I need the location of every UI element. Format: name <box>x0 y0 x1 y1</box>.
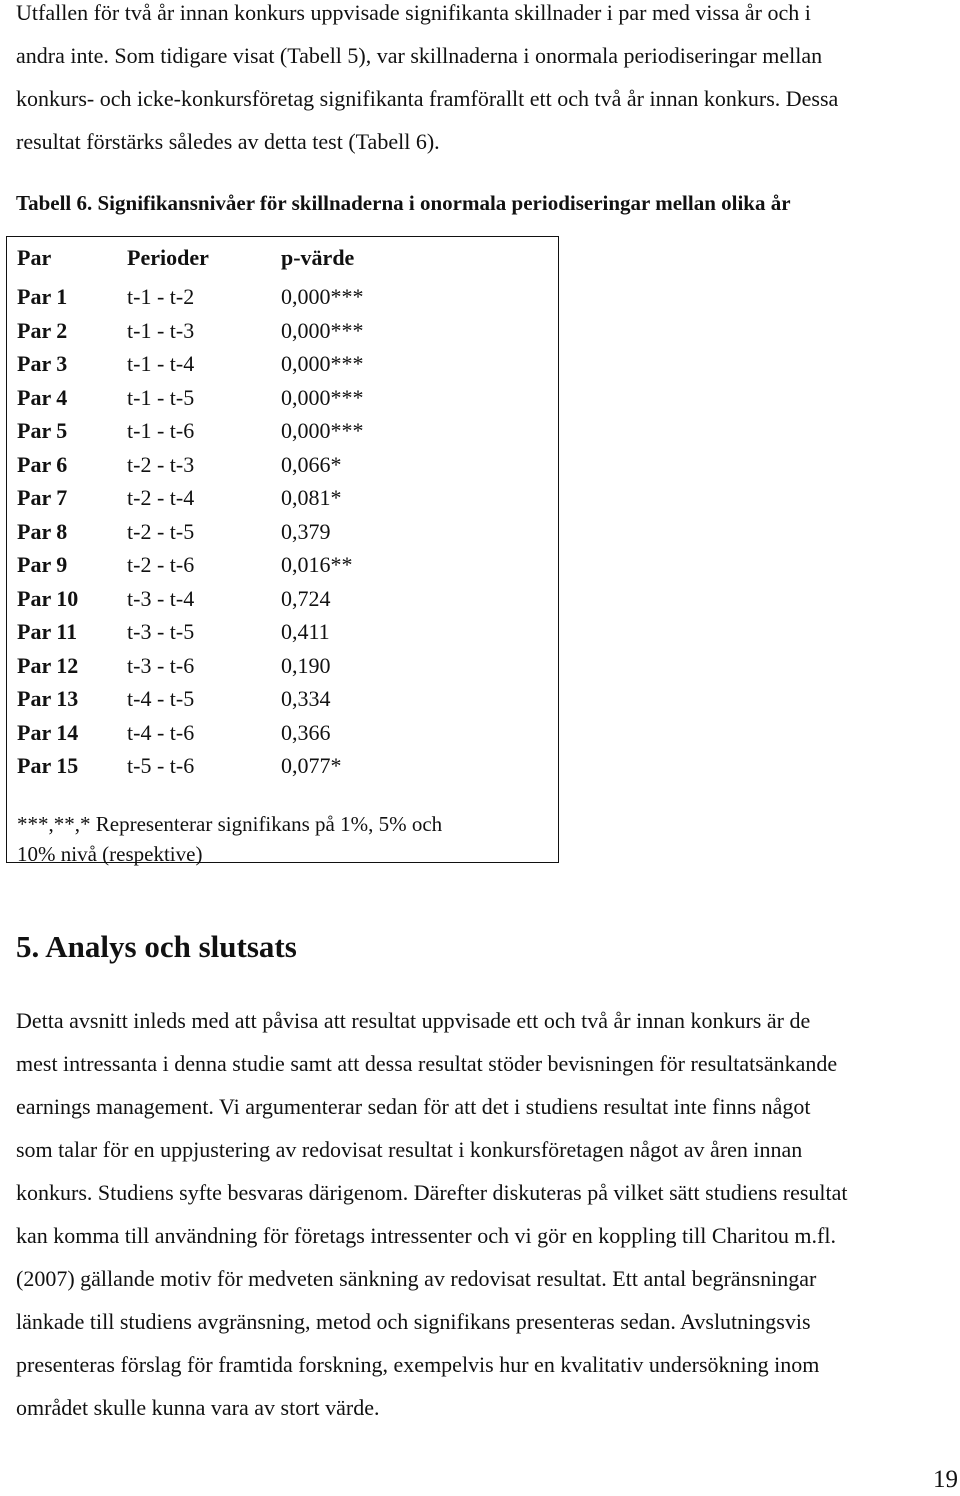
text-line: (2007) gällande motiv för medveten sänkning av redovisat resultat. Ett antal begränsningar <box>16 1266 817 1291</box>
table-cell-perioder: t-1 - t-4 <box>127 351 195 376</box>
table-cell-perioder: t-1 - t-2 <box>127 284 195 309</box>
table-cell-par: Par 14 <box>17 719 79 745</box>
table-cell-perioder: t-2 - t-4 <box>127 485 195 510</box>
table-cell-par: Par 2 <box>17 317 68 343</box>
table-cell-perioder: t-3 - t-5 <box>127 619 195 644</box>
table-footnote <box>17 809 442 869</box>
table-cell-par: Par 13 <box>17 686 79 711</box>
table-cell-p-varde: 0,334 <box>281 686 331 711</box>
table-cell-perioder: t-2 - t-6 <box>127 552 195 577</box>
table-cell-p-varde: 0,066* <box>281 451 342 477</box>
table-cell-par: Par 12 <box>17 652 79 678</box>
table-cell-p-varde: 0,000*** <box>281 418 364 443</box>
text-line: konkurs. Studiens syfte besvaras därigenom. Därefter diskuteras på vilket sätt studiens resultat <box>16 1180 848 1205</box>
table-cell-perioder: t-3 - t-6 <box>127 652 195 678</box>
text-line: andra inte. Som tidigare visat (Tabell 5), var skillnaderna i onormala periodiseringar mellan <box>16 43 823 68</box>
header-p-varde: p-värde <box>281 245 355 270</box>
table-cell-perioder: t-2 - t-5 <box>127 518 195 544</box>
table-cell-perioder: t-2 - t-3 <box>127 451 195 477</box>
table-cell-par: Par 10 <box>17 585 79 611</box>
text-line: earnings management. Vi argumenterar sedan för att det i studiens resultat inte finns något <box>16 1094 811 1119</box>
significance-table <box>6 236 559 866</box>
table-cell-p-varde: 0,081* <box>281 485 342 510</box>
body-paragraph <box>16 999 960 1429</box>
text-line: som talar för en uppjustering av redovisat resultat i konkursföretagen något av åren innan <box>16 1137 803 1162</box>
table-cell-perioder: t-3 - t-4 <box>127 585 195 611</box>
table-cell-p-varde: 0,000*** <box>281 317 364 343</box>
text-line: kan komma till användning för företags intressenter och vi gör en koppling till Charitou m.fl. <box>16 1223 836 1248</box>
table-cell-par: Par 7 <box>17 485 68 510</box>
footnote-line: ***,**,* Representerar signifikans på 1%, 5% och <box>17 812 443 836</box>
text-line: mest intressanta i denna studie samt att dessa resultat stöder bevisningen för resultatsänkande <box>16 1051 838 1076</box>
table-cell-par: Par 1 <box>17 284 68 309</box>
page-number: 19 <box>933 1466 958 1493</box>
table-cell-perioder: t-1 - t-5 <box>127 384 195 410</box>
table-cell-p-varde: 0,000*** <box>281 351 364 376</box>
table-cell-p-varde: 0,379 <box>281 518 331 544</box>
table-cell-p-varde: 0,366 <box>281 719 331 745</box>
table-cell-p-varde: 0,000*** <box>281 284 364 309</box>
table-cell-p-varde: 0,077* <box>281 753 342 778</box>
table-cell-p-varde: 0,190 <box>281 652 331 678</box>
text-line: området skulle kunna vara av stort värde. <box>16 1395 380 1420</box>
table-cell-p-varde: 0,000*** <box>281 384 364 410</box>
table-cell-par: Par 4 <box>17 384 68 410</box>
table-cell-p-varde: 0,724 <box>281 585 331 611</box>
header-perioder: Perioder <box>127 245 209 270</box>
table-cell-par: Par 5 <box>17 418 68 443</box>
text-line: konkurs- och icke-konkursföretag signifikanta framförallt ett och två år innan konkurs. Dessa <box>16 86 839 111</box>
section-heading: 5. Analys och slutsats <box>16 929 297 964</box>
text-line: resultat förstärks således av detta test (Tabell 6). <box>16 129 440 154</box>
table-cell-par: Par 11 <box>17 619 78 644</box>
text-line: Detta avsnitt inleds med att påvisa att resultat uppvisade ett och två år innan konkurs är de <box>16 1008 811 1033</box>
table-cell-par: Par 3 <box>17 351 68 376</box>
table-cell-p-varde: 0,411 <box>281 619 330 644</box>
table-cell-par: Par 15 <box>17 753 79 778</box>
text-line: Utfallen för två år innan konkurs uppvisade signifikanta skillnader i par med vissa år och i <box>16 0 811 25</box>
table-caption: Tabell 6. Signifikansnivåer för skillnaderna i onormala periodiseringar mellan olika år <box>16 191 791 215</box>
table-cell-par: Par 9 <box>17 552 68 577</box>
table-cell-par: Par 6 <box>17 451 68 477</box>
table-cell-perioder: t-4 - t-6 <box>127 719 195 745</box>
table-cell-perioder: t-1 - t-3 <box>127 317 195 343</box>
header-par: Par <box>17 245 52 270</box>
table-cell-perioder: t-1 - t-6 <box>127 418 195 443</box>
intro-paragraph <box>16 0 960 163</box>
table-cell-par: Par 8 <box>17 518 68 544</box>
text-line: presenteras förslag för framtida forskning, exempelvis hur en kvalitativ undersökning inom <box>16 1352 820 1377</box>
text-line: länkade till studiens avgränsning, metod och signifikans presenteras sedan. Avslutningsvis <box>16 1309 811 1334</box>
table-cell-p-varde: 0,016** <box>281 552 353 577</box>
table-cell-perioder: t-4 - t-5 <box>127 686 195 711</box>
footnote-line: 10% nivå (respektive) <box>17 842 203 866</box>
table-cell-perioder: t-5 - t-6 <box>127 753 195 778</box>
